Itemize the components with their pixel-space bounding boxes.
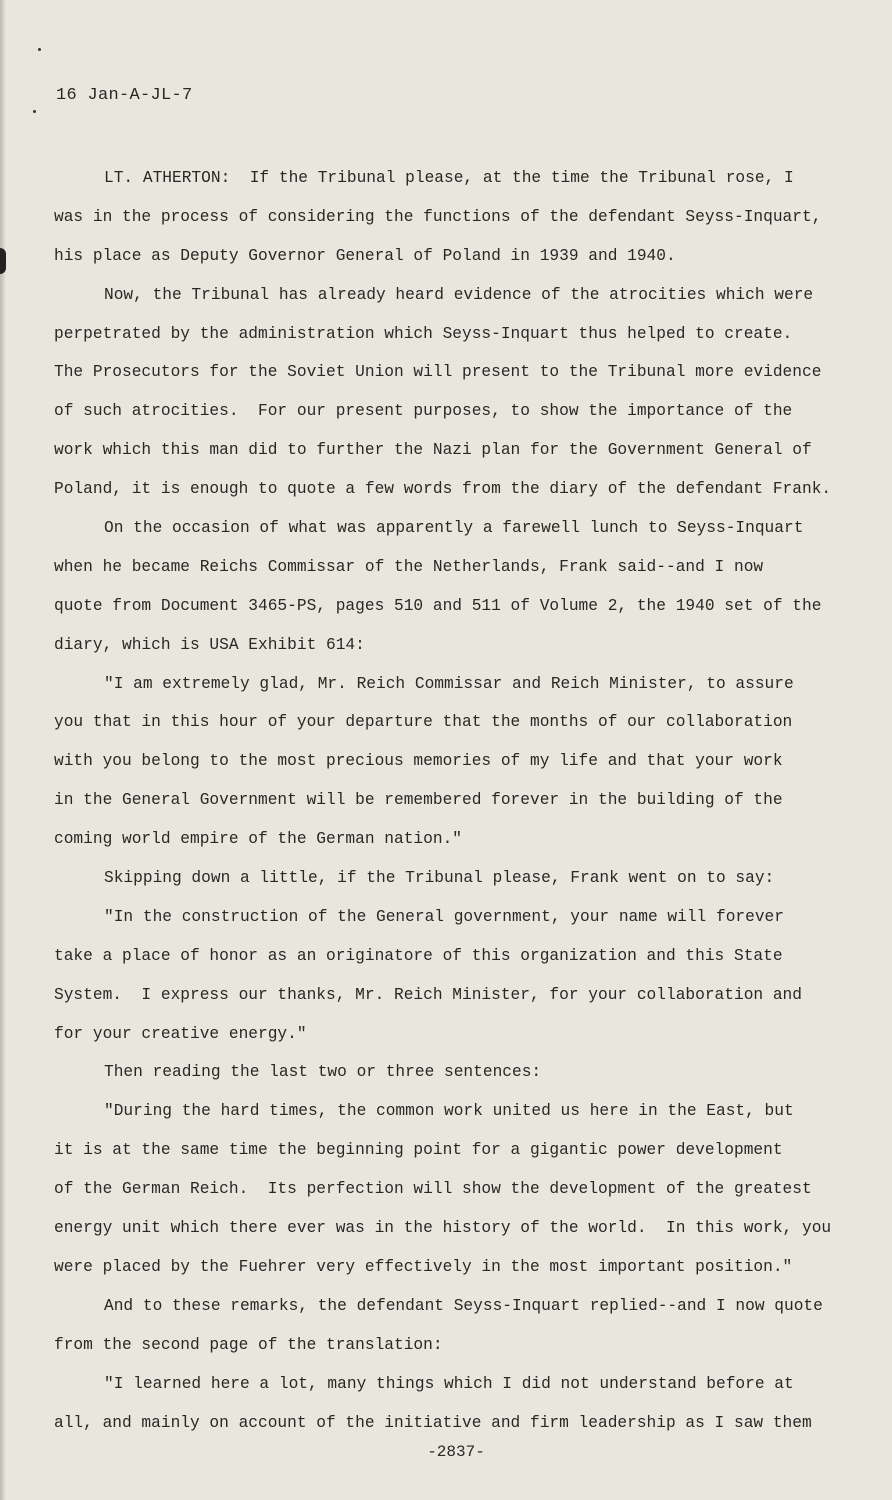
transcript-line: of the German Reich. Its perfection will show the development of the greatest bbox=[54, 1180, 812, 1199]
margin-mark bbox=[38, 48, 41, 51]
transcript-line: all, and mainly on account of the initiative and firm leadership as I saw them bbox=[54, 1413, 812, 1432]
transcript-line: for your creative energy." bbox=[54, 1024, 307, 1043]
transcript-line: coming world empire of the German nation." bbox=[54, 830, 462, 849]
transcript-line: energy unit which there ever was in the history of the world. In this work, you bbox=[54, 1219, 832, 1238]
binding-hole bbox=[0, 248, 6, 274]
transcript-line: "During the hard times, the common work united us here in the East, but bbox=[104, 1102, 794, 1121]
transcript-line: "I learned here a lot, many things which I did not understand before at bbox=[104, 1374, 794, 1393]
transcript-line: it is at the same time the beginning point for a gigantic power development bbox=[54, 1141, 783, 1160]
transcript-line: his place as Deputy Governor General of Poland in 1939 and 1940. bbox=[54, 246, 676, 265]
transcript-line: On the occasion of what was apparently a farewell lunch to Seyss-Inquart bbox=[104, 519, 804, 538]
transcript-line: Now, the Tribunal has already heard evidence of the atrocities which were bbox=[104, 285, 814, 304]
transcript-line: Poland, it is enough to quote a few words from the diary of the defendant Frank. bbox=[54, 480, 832, 499]
transcript-line: take a place of honor as an originatore of this organization and this State bbox=[54, 946, 783, 965]
transcript-line: Skipping down a little, if the Tribunal please, Frank went on to say: bbox=[104, 869, 775, 888]
transcript-line: diary, which is USA Exhibit 614: bbox=[54, 635, 365, 654]
transcript-line: And to these remarks, the defendant Seyss-Inquart replied--and I now quote bbox=[104, 1296, 823, 1315]
transcript-line: LT. ATHERTON: If the Tribunal please, at the time the Tribunal rose, I bbox=[104, 169, 794, 187]
transcript-line: Then reading the last two or three sentences: bbox=[104, 1063, 542, 1082]
transcript-line: perpetrated by the administration which Seyss-Inquart thus helped to create. bbox=[54, 324, 793, 343]
transcript-line: The Prosecutors for the Soviet Union will present to the Tribunal more evidence bbox=[54, 363, 822, 382]
transcript-line: work which this man did to further the Nazi plan for the Government General of bbox=[54, 441, 812, 460]
document-reference-id: 16 Jan-A-JL-7 bbox=[56, 86, 193, 105]
transcript-line: were placed by the Fuehrer very effectively in the most important position." bbox=[54, 1257, 793, 1276]
transcript-line: System. I express our thanks, Mr. Reich Minister, for your collaboration and bbox=[54, 985, 802, 1004]
transcript-line: "In the construction of the General government, your name will forever bbox=[104, 907, 784, 926]
transcript-line: in the General Government will be remembered forever in the building of the bbox=[54, 791, 783, 810]
transcript-line: with you belong to the most precious memories of my life and that your work bbox=[54, 752, 783, 771]
page-number: -2837- bbox=[427, 1443, 485, 1461]
transcript-body bbox=[54, 159, 844, 1442]
transcript-line: quote from Document 3465-PS, pages 510 and 511 of Volume 2, the 1940 set of the bbox=[54, 596, 822, 615]
transcript-line: when he became Reichs Commissar of the Netherlands, Frank said--and I now bbox=[54, 557, 764, 576]
margin-mark bbox=[33, 110, 36, 113]
transcript-line: you that in this hour of your departure that the months of our collaboration bbox=[54, 713, 793, 732]
transcript-line: was in the process of considering the functions of the defendant Seyss-Inquart, bbox=[54, 207, 822, 226]
transcript-line: from the second page of the translation: bbox=[54, 1335, 443, 1354]
transcript-line: "I am extremely glad, Mr. Reich Commissar and Reich Minister, to assure bbox=[104, 674, 794, 693]
transcript-line: of such atrocities. For our present purposes, to show the importance of the bbox=[54, 402, 793, 421]
